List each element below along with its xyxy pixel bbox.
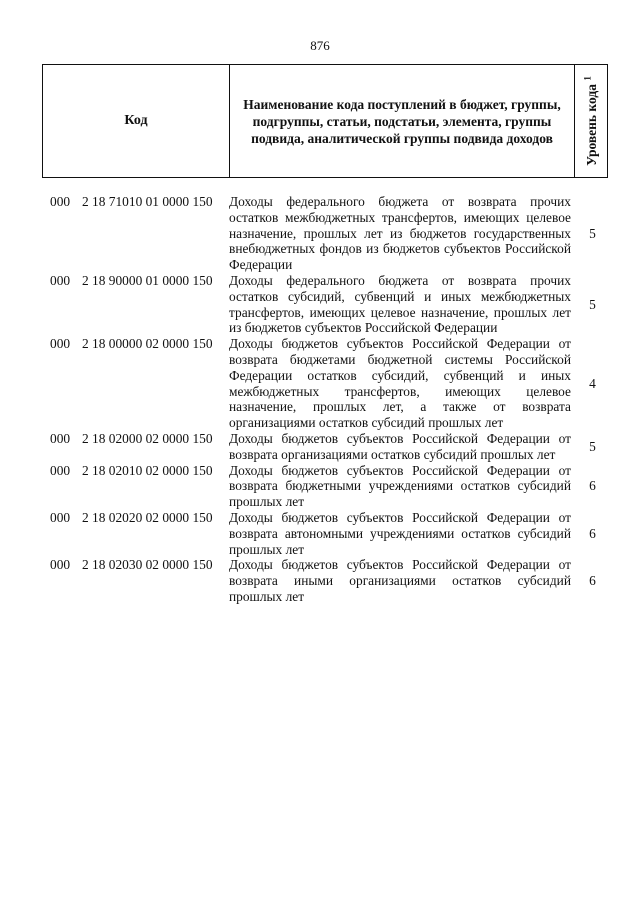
row-admin-code: 000 — [50, 509, 71, 525]
table-header — [42, 64, 608, 178]
table-row — [42, 557, 608, 604]
row-code: 2 18 02000 02 0000 150 — [82, 430, 213, 446]
row-name: Доходы бюджетов субъектов Российской Федерации от возврата бюджетными учреждениями остатков субсидий прошлых лет — [229, 462, 571, 510]
table-body — [42, 194, 608, 605]
row-level: 6 — [589, 478, 596, 494]
row-admin-code: 000 — [50, 557, 71, 573]
table-row — [42, 431, 608, 463]
row-admin-code: 000 — [50, 194, 71, 209]
header-level — [575, 65, 607, 177]
row-name: Доходы федерального бюджета от возврата прочих остатков межбюджетных трансфертов, имеющих целевое назначение, прошлых лет из бюджетов государственных внебюджетных фондов из бюджетов субъектов Российской Федерации — [229, 194, 571, 273]
row-level: 6 — [589, 573, 596, 589]
row-admin-code: 000 — [50, 430, 71, 446]
header-level-text: Уровень кода — [583, 84, 599, 166]
row-code: 2 18 00000 02 0000 150 — [82, 336, 213, 352]
row-code: 2 18 02020 02 0000 150 — [82, 509, 213, 525]
row-admin-code: 000 — [50, 272, 71, 288]
row-name: Доходы бюджетов субъектов Российской Федерации от возврата организациями остатков субсидий прошлых лет — [229, 430, 571, 462]
row-level: 4 — [589, 375, 596, 391]
row-name: Доходы бюджетов субъектов Российской Федерации от возврата иными организациями остатков субсидий прошлых лет — [229, 557, 571, 604]
page-number: 876 — [310, 38, 330, 53]
table-row — [42, 510, 608, 557]
row-level: 5 — [589, 296, 596, 312]
row-level: 5 — [589, 225, 596, 241]
row-code: 2 18 71010 01 0000 150 — [82, 194, 213, 209]
row-name: Доходы федерального бюджета от возврата прочих остатков субсидий, субвенций и иных межбюджетных трансфертов, имеющих целевое назначение, прошлых лет из бюджетов субъектов Российской Федерации — [229, 272, 571, 336]
header-name: Наименование кода поступлений в бюджет, группы, подгруппы, статьи, подстатьи, элемента, группы подвида, аналитической группы подвида доходов — [230, 65, 575, 177]
row-code: 2 18 02010 02 0000 150 — [82, 462, 213, 478]
header-code: Код — [43, 65, 230, 177]
header-level-footnote: 1 — [582, 76, 593, 81]
table-row — [42, 194, 608, 273]
header-level-label — [582, 76, 600, 166]
row-admin-code: 000 — [50, 336, 71, 352]
row-code: 2 18 02030 02 0000 150 — [82, 557, 213, 573]
table-row — [42, 336, 608, 431]
row-level: 5 — [589, 438, 596, 454]
row-admin-code: 000 — [50, 462, 71, 478]
row-level: 6 — [589, 525, 596, 541]
table-row — [42, 273, 608, 336]
row-code: 2 18 90000 01 0000 150 — [82, 272, 213, 288]
row-name: Доходы бюджетов субъектов Российской Федерации от возврата автономными учреждениями остатков субсидий прошлых лет — [229, 509, 571, 557]
table-row — [42, 463, 608, 510]
row-name: Доходы бюджетов субъектов Российской Федерации от возврата бюджетами бюджетной системы Российской Федерации остатков субсидий, субвенций и иных межбюджетных трансфертов, имеющих целевое назначение, прошлых лет, а также от возврата организациями остатков субсидий прошлых лет — [229, 336, 571, 431]
